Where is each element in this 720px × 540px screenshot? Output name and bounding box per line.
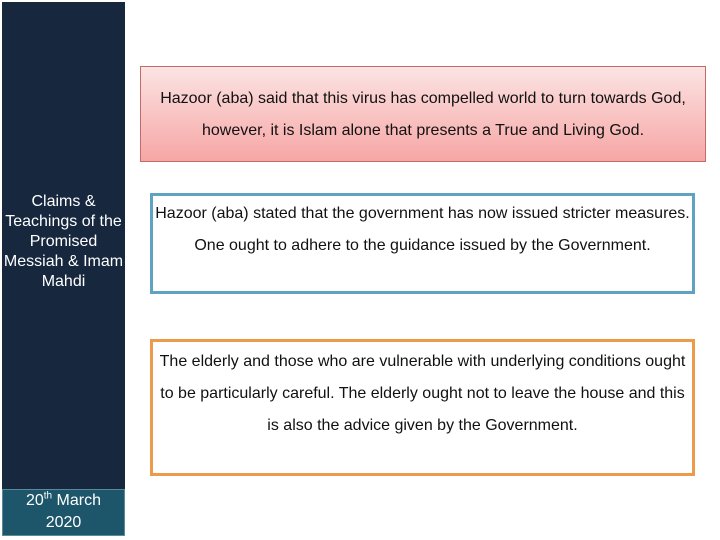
virus-statement-text: Hazoor (aba) said that this virus has compelled world to turn towards God, however, it is Islam alone that presents a True and Living God. xyxy=(160,90,686,139)
elderly-advice-box xyxy=(150,339,695,476)
date-box xyxy=(2,489,125,536)
date-suffix: th xyxy=(43,490,53,502)
date-day: 20 xyxy=(25,492,44,509)
sidebar-title: Claims & Teachings of the Promised Messiah & Imam Mahdi xyxy=(3,193,124,290)
government-measures-text: Hazoor (aba) stated that the government has now issued stricter measures. One ought to adhere to the guidance issued by the Government. xyxy=(155,205,690,254)
elderly-advice-text: The elderly and those who are vulnerable with underlying conditions ought to be particularly careful. The elderly ought not to leave the house and this is also the advice given by the Government. xyxy=(159,353,686,434)
date-year: 2020 xyxy=(45,514,82,531)
government-measures-box xyxy=(150,193,695,294)
date-month: March xyxy=(52,492,102,509)
virus-statement-box xyxy=(140,66,706,162)
